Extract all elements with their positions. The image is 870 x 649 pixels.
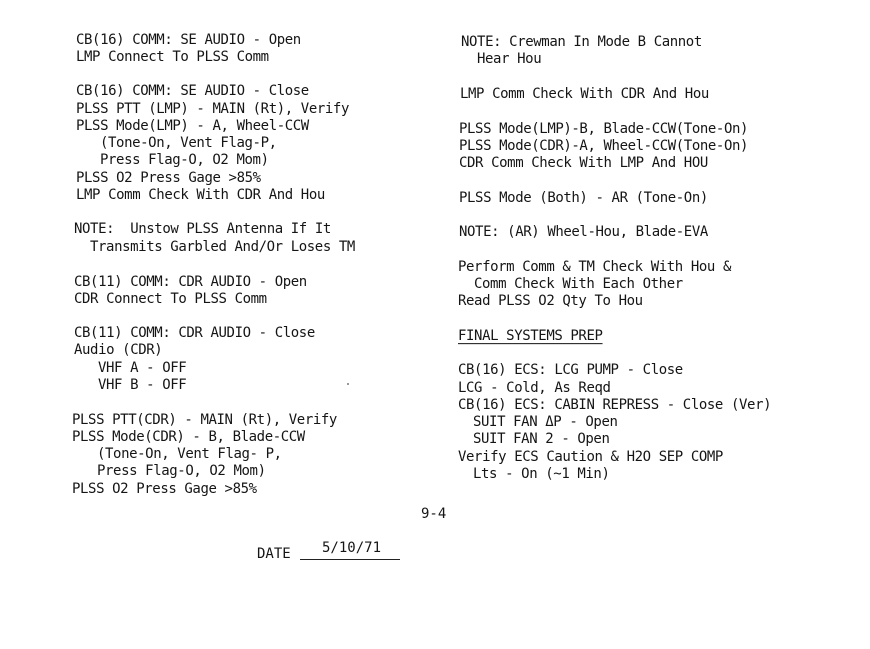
section-heading: FINAL SYSTEMS PREP	[458, 327, 603, 345]
left-line: Press Flag-O, O2 Mom)	[100, 151, 269, 169]
right-line: CDR Comm Check With LMP And HOU	[459, 154, 708, 172]
left-line: Press Flag-O, O2 Mom)	[97, 462, 266, 480]
right-line: LMP Comm Check With CDR And Hou	[460, 85, 709, 103]
left-line: LMP Comm Check With CDR And Hou	[76, 186, 325, 204]
right-line: Lts - On (~1 Min)	[473, 465, 610, 483]
right-line: Comm Check With Each Other	[474, 275, 683, 293]
left-line: Audio (CDR)	[74, 341, 163, 359]
left-line: VHF B - OFF	[98, 376, 187, 394]
right-note: NOTE: (AR) Wheel-Hou, Blade-EVA	[459, 223, 708, 241]
date-value: 5/10/71	[322, 540, 382, 556]
right-line: SUIT FAN 2 - Open	[473, 430, 610, 448]
left-note: Transmits Garbled And/Or Loses TM	[90, 238, 355, 256]
left-line: (Tone-On, Vent Flag- P,	[97, 445, 282, 463]
left-line: PLSS O2 Press Gage >85%	[76, 169, 261, 187]
left-line: VHF A - OFF	[98, 359, 187, 377]
left-line: CB(11) COMM: CDR AUDIO - Open	[74, 273, 307, 291]
left-line: LMP Connect To PLSS Comm	[76, 48, 269, 66]
left-line: CB(16) COMM: SE AUDIO - Open	[76, 31, 301, 49]
right-note: Hear Hou	[477, 50, 542, 68]
right-line: SUIT FAN ΔP - Open	[473, 413, 618, 431]
left-line: CB(11) COMM: CDR AUDIO - Close	[74, 324, 315, 342]
right-line: LCG - Cold, As Reqd	[458, 379, 611, 397]
right-line: PLSS Mode (Both) - AR (Tone-On)	[459, 189, 708, 207]
left-line: (Tone-On, Vent Flag-P,	[100, 134, 277, 152]
left-line: PLSS Mode(LMP) - A, Wheel-CCW	[76, 117, 309, 135]
date-label: DATE	[257, 546, 291, 562]
right-note: NOTE: Crewman In Mode B Cannot	[461, 33, 702, 51]
right-line: Verify ECS Caution & H2O SEP COMP	[458, 448, 723, 466]
right-line: Perform Comm & TM Check With Hou &	[458, 258, 731, 276]
right-line: Read PLSS O2 Qty To Hou	[458, 292, 643, 310]
right-line: PLSS Mode(LMP)-B, Blade-CCW(Tone-On)	[459, 120, 749, 138]
left-line: PLSS O2 Press Gage >85%	[72, 480, 257, 498]
left-line: CDR Connect To PLSS Comm	[74, 290, 267, 308]
right-line: CB(16) ECS: LCG PUMP - Close	[458, 361, 683, 379]
left-line: CB(16) COMM: SE AUDIO - Close	[76, 82, 309, 100]
left-line: PLSS Mode(CDR) - B, Blade-CCW	[72, 428, 305, 446]
date-underline	[300, 559, 400, 560]
left-line: PLSS PTT(CDR) - MAIN (Rt), Verify	[72, 411, 337, 429]
left-note: NOTE: Unstow PLSS Antenna If It	[74, 220, 331, 238]
left-line: PLSS PTT (LMP) - MAIN (Rt), Verify	[76, 100, 349, 118]
page-number: 9-4	[421, 506, 447, 522]
right-line: CB(16) ECS: CABIN REPRESS - Close (Ver)	[458, 396, 772, 414]
right-line: PLSS Mode(CDR)-A, Wheel-CCW(Tone-On)	[459, 137, 749, 155]
speck	[347, 383, 349, 385]
